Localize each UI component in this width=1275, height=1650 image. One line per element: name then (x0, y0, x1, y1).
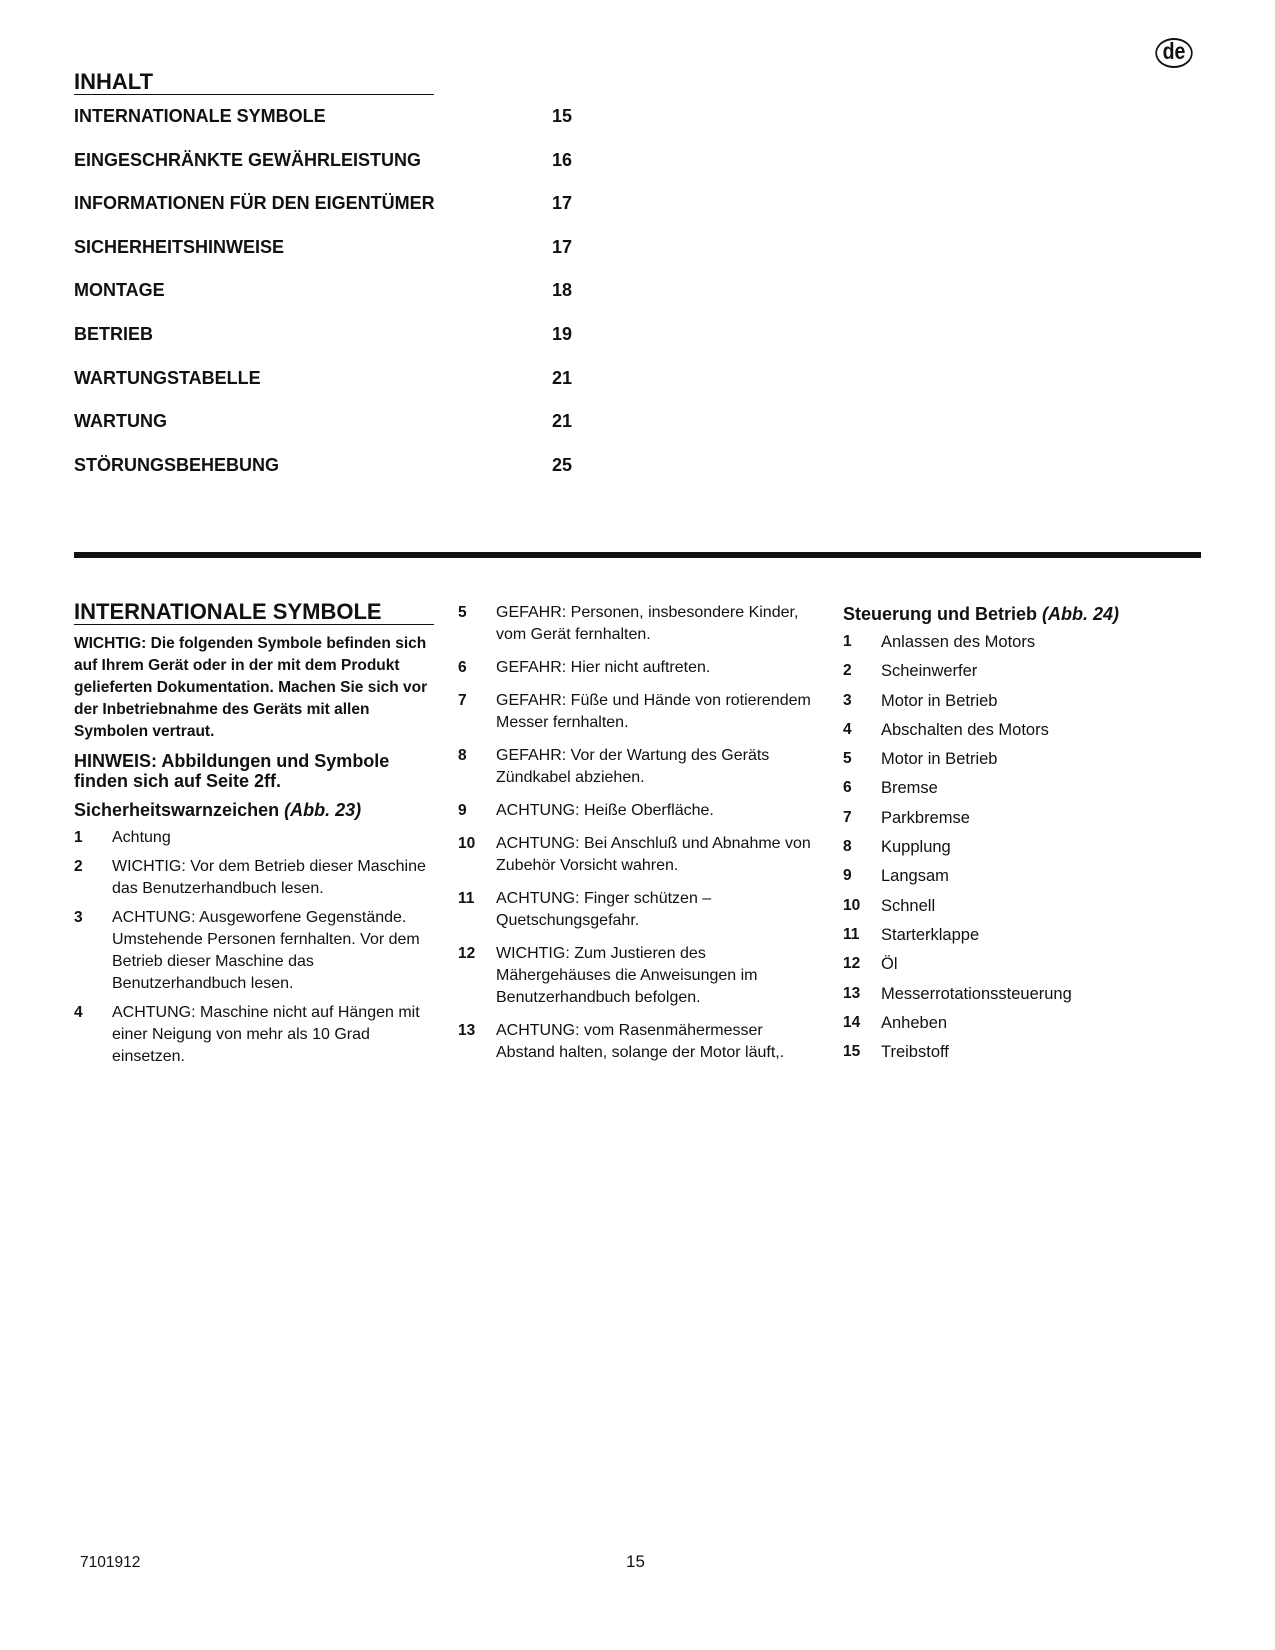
item-number: 11 (843, 925, 860, 943)
list-item (74, 1002, 434, 1068)
toc-label: STÖRUNGSBEHEBUNG (74, 454, 280, 475)
list-item (458, 1020, 818, 1064)
item-number: 2 (843, 662, 852, 680)
list-item (458, 657, 818, 679)
toc-page-number: 18 (552, 280, 573, 301)
control-heading-text: Steuerung und Betrieb (843, 604, 1038, 624)
toc-row (74, 367, 594, 411)
list-item (843, 953, 1203, 975)
item-number: 12 (458, 945, 476, 962)
item-text: GEFAHR: Hier nicht auftreten. (496, 659, 711, 676)
item-number: 3 (74, 909, 83, 926)
item-number: 3 (843, 691, 852, 709)
list-item (843, 1041, 1203, 1063)
item-text: Langsam (881, 867, 949, 886)
safety-heading-text: Sicherheitswarnzeichen (74, 800, 280, 820)
list-item (843, 924, 1203, 946)
page-number: 15 (626, 1552, 645, 1571)
toc-label: INTERNATIONALE SYMBOLE (74, 106, 326, 126)
important-notice: WICHTIG: Die folgenden Symbole befinden sich auf Ihrem Gerät oder in der mit dem Produkt gelieferten Dokumentation. Machen Sie sich vor der Inbetriebnahme des Geräts mit allen Symbolen vertraut. (74, 635, 428, 740)
item-text: GEFAHR: Vor der Wartung des Geräts Zündkabel abziehen. (496, 747, 770, 786)
toc-page-number: 17 (552, 193, 573, 214)
item-number: 8 (458, 747, 467, 764)
item-number: 2 (74, 858, 83, 875)
item-text: WICHTIG: Vor dem Betrieb dieser Maschine das Benutzerhandbuch lesen. (112, 858, 426, 897)
control-heading (843, 603, 1203, 625)
toc-row (74, 323, 594, 367)
item-text: Motor in Betrieb (881, 750, 998, 769)
item-number: 7 (843, 808, 852, 826)
item-text: Öl (881, 955, 898, 974)
item-number: 5 (843, 750, 852, 768)
list-item (458, 800, 818, 822)
list-item (458, 690, 818, 734)
toc-page-number: 21 (552, 411, 573, 432)
toc-row (74, 105, 594, 149)
list-item (458, 943, 818, 1009)
item-number: 13 (843, 984, 861, 1002)
toc-label: EINGESCHRÄNKTE GEWÄHRLEISTUNG (74, 149, 422, 170)
safety-heading-ref: (Abb. 23) (284, 800, 362, 820)
toc-label: BETRIEB (74, 323, 154, 344)
toc-row (74, 149, 594, 193)
item-text: Kupplung (881, 838, 951, 857)
symbols-column-2 (458, 602, 818, 1075)
item-number: 6 (458, 659, 467, 676)
item-number: 4 (74, 1004, 83, 1021)
list-item (843, 777, 1203, 799)
toc-label: WARTUNGSTABELLE (74, 367, 261, 388)
toc-page-number: 15 (552, 106, 573, 126)
toc-row (74, 454, 594, 498)
list-item (843, 983, 1203, 1005)
toc-page-number: 19 (552, 323, 573, 344)
item-text: Treibstoff (881, 1043, 949, 1062)
item-number: 6 (843, 779, 852, 797)
item-text: ACHTUNG: Maschine nicht auf Hängen mit einer Neigung von mehr als 10 Grad einsetzen. (112, 1004, 420, 1065)
item-text: Parkbremse (881, 808, 970, 827)
safety-list-part-1 (74, 827, 434, 1068)
list-item (843, 895, 1203, 917)
item-text: Anheben (881, 1013, 948, 1032)
toc-page-number: 17 (552, 236, 573, 257)
item-number: 10 (458, 835, 476, 852)
list-item (458, 745, 818, 789)
item-number: 15 (843, 1043, 861, 1061)
document-number: 7101912 (80, 1554, 141, 1571)
item-text: Motor in Betrieb (881, 691, 998, 710)
list-item (843, 660, 1203, 682)
item-number: 5 (458, 604, 467, 621)
item-text: ACHTUNG: vom Rasenmähermesser Abstand halten, solange der Motor läuft,. (496, 1022, 785, 1061)
list-item (843, 719, 1203, 741)
safety-list-part-2 (458, 602, 818, 1064)
list-item (74, 827, 434, 849)
toc-label: INFORMATIONEN FÜR DEN EIGENTÜMER (74, 193, 435, 214)
list-item (843, 631, 1203, 653)
item-number: 12 (843, 955, 861, 973)
item-text: Abschalten des Motors (881, 720, 1049, 739)
item-number: 7 (458, 692, 467, 709)
toc-label: WARTUNG (74, 411, 167, 432)
toc-page-number: 25 (552, 454, 573, 475)
language-badge: de (1155, 38, 1192, 68)
toc-row (74, 410, 594, 454)
item-text: Schnell (881, 896, 936, 915)
item-number: 4 (843, 720, 852, 738)
list-item (843, 836, 1203, 858)
list-item (843, 865, 1203, 887)
toc-list (74, 105, 594, 497)
toc-title: INHALT (74, 70, 434, 95)
toc-label: SICHERHEITSHINWEISE (74, 236, 285, 257)
list-item (843, 1012, 1203, 1034)
item-text: WICHTIG: Zum Justieren des Mähergehäuses die Anweisungen im Benutzerhandbuch befolgen. (496, 945, 758, 1006)
list-item (843, 748, 1203, 770)
list-item (74, 856, 434, 900)
symbols-column-3 (843, 603, 1203, 1070)
item-text: Scheinwerfer (881, 662, 978, 681)
toc-row (74, 279, 594, 323)
control-heading-ref: (Abb. 24) (1042, 604, 1120, 624)
item-number: 13 (458, 1022, 476, 1039)
symbols-section-title: INTERNATIONALE SYMBOLE (74, 600, 434, 625)
item-text: ACHTUNG: Heiße Oberfläche. (496, 802, 714, 819)
symbols-column-1 (74, 600, 434, 1075)
list-item (74, 907, 434, 995)
item-number: 1 (74, 829, 83, 846)
item-text: Messerrotationssteuerung (881, 984, 1072, 1003)
toc-page-number: 16 (552, 149, 573, 170)
item-number: 11 (458, 890, 475, 907)
list-item (458, 833, 818, 877)
item-text: ACHTUNG: Bei Anschluß und Abnahme von Zubehör Vorsicht wahren. (496, 835, 811, 874)
safety-heading (74, 799, 434, 821)
toc-row (74, 192, 594, 236)
item-text: ACHTUNG: Finger schützen – Quetschungsgefahr. (496, 890, 712, 929)
list-item (458, 602, 818, 646)
item-text: Anlassen des Motors (881, 633, 1036, 651)
item-number: 9 (843, 867, 852, 885)
toc-page-number: 21 (552, 367, 573, 388)
item-number: 1 (843, 633, 852, 650)
toc-label: MONTAGE (74, 280, 165, 301)
item-text: Bremse (881, 779, 938, 798)
item-number: 8 (843, 838, 852, 856)
section-divider (74, 552, 1201, 558)
item-number: 14 (843, 1013, 861, 1031)
item-text: Achtung (112, 829, 171, 846)
item-text: GEFAHR: Personen, insbesondere Kinder, vom Gerät fernhalten. (496, 604, 799, 643)
item-text: Starterklappe (881, 925, 980, 944)
control-list (843, 631, 1203, 1063)
item-text: GEFAHR: Füße und Hände von rotierendem Messer fernhalten. (496, 692, 811, 731)
item-number: 9 (458, 802, 467, 819)
list-item (843, 690, 1203, 712)
item-text: ACHTUNG: Ausgeworfene Gegenstände. Umstehende Personen fernhalten. Vor dem Betrieb dieser Maschine das Benutzerhandbuch lesen. (112, 909, 420, 992)
note-notice: HINWEIS: Abbildungen und Symbole finden sich auf Seite 2ff. (74, 751, 390, 791)
toc-row (74, 236, 594, 280)
item-number: 10 (843, 896, 861, 914)
list-item (458, 888, 818, 932)
list-item (843, 807, 1203, 829)
